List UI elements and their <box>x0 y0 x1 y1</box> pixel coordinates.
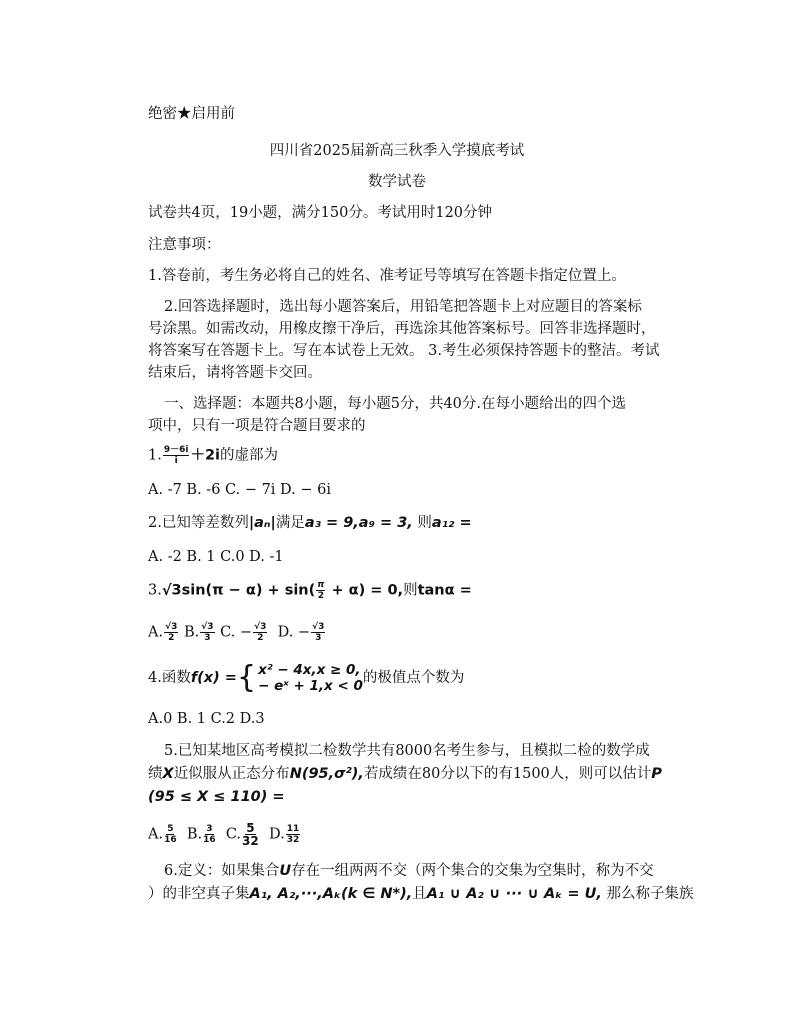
question-3-options: A. √ $\frac{3}{2}$ B. √ $\frac{3}{3}$ C. − √ $\frac{3}{2}$ D. − √ $\frac{3}{3}$ <box>148 622 326 643</box>
question-2-target: a₁₂ = <box>431 515 472 531</box>
section-1-line-1: 一、选择题：本题共8小题，每小题5分，共40分.在每小题给出的四个选 <box>164 396 627 412</box>
question-2-options: A. -2 B. 1 C.0 D. -1 <box>148 549 284 565</box>
question-2: 2.已知等差数列|aₙ|满足a₃ = 9,a₉ = 3, 则a₁₂ = <box>148 515 472 531</box>
exam-title: 四川省2025届新高三秋季入学摸底考试 <box>269 143 525 159</box>
question-5-options: A. $\frac{5}{16}$ B. $\frac{3}{16}$ C. $\frac{5}{32}$ D. $\frac{11}{32}$ <box>148 821 300 848</box>
notes-heading: 注意事项： <box>148 237 221 253</box>
option-c-fraction: $\frac{5}{32}$ <box>242 821 259 848</box>
question-6-line-2: ）的非空真子集A₁, A₂,···,Aₖ(k ∈ N*),且A₁ ∪ A₂ ∪ ··· ∪ Aₖ = U, 那么称子集族 <box>148 886 694 902</box>
question-1-options: A. -7 B. -6 C. − 7i D. − 6i <box>148 482 332 498</box>
question-1-number: 1. <box>148 447 162 464</box>
question-5-line-2: 绩X近似服从正态分布N(95,σ²),若成绩在80分以下的有1500人，则可以估计P <box>148 766 662 782</box>
question-2-sequence: |aₙ| <box>248 515 276 531</box>
option-b-fraction: √ $\frac{3}{3}$ <box>200 622 214 643</box>
question-4: 4.函数f(x) = { x² − 4x,x ≥ 0, − eˣ + 1,x < 0 的极值点个数为 <box>148 660 465 695</box>
confidential-label: 绝密★启用前 <box>148 106 235 122</box>
question-2-condition: a₃ = 9,a₉ = 3, <box>304 515 413 531</box>
section-1-line-2: 项中，只有一项是符合题目要求的 <box>148 418 366 434</box>
question-5-line-1: 5.已知某地区高考模拟二检数学共有8000名考生参与，且模拟二检的数学成 <box>164 743 650 759</box>
question-3: 3.√ 3sin(π − α) + sin( $\frac{\pi}{2}$ + α) = 0,则tanα = <box>148 580 472 601</box>
option-b-fraction: $\frac{3}{16}$ <box>203 824 216 845</box>
left-brace: { <box>236 660 257 695</box>
note-2-line-1: 2.回答选择题时，选出每小题答案后，用铅笔把答题卡上对应题目的答案标 <box>164 299 642 315</box>
question-3-target: tanα = <box>417 582 472 599</box>
note-2-line-3: 将答案写在答题卡上。写在本试卷上无效。 3.考生必须保持答题卡的整洁。考试 <box>148 343 660 359</box>
option-d-fraction: $\frac{11}{32}$ <box>286 824 300 845</box>
question-1-fraction: $\frac{9-6i}{i}$ <box>163 445 189 466</box>
option-d-fraction: √ $\frac{3}{3}$ <box>311 622 325 643</box>
note-1: 1.答卷前，考生务必将自己的姓名、准考证号等填写在答题卡指定位置上。 <box>148 268 626 284</box>
exam-info: 试卷共4页，19小题，满分150分。考试用时120分钟 <box>148 205 493 221</box>
question-4-cases: { x² − 4x,x ≥ 0, − eˣ + 1,x < 0 <box>236 660 363 695</box>
note-2-line-4: 结束后，请将答题卡交回。 <box>148 365 322 381</box>
note-2-line-2: 号涂黑。如需改动，用橡皮擦干净后，再选涂其他答案标号。回答非选择题时， <box>148 321 656 337</box>
option-a-fraction: $\frac{5}{16}$ <box>164 824 177 845</box>
question-6-line-1: 6.定义：如果集合U存在一组两两不交（两个集合的交集为空集时，称为不交 <box>164 863 654 879</box>
question-4-function: f(x) = <box>190 670 237 686</box>
question-1 <box>148 445 278 466</box>
option-c-fraction: √ $\frac{3}{2}$ <box>253 622 267 643</box>
question-3-fraction: $\frac{\pi}{2}$ <box>317 580 325 601</box>
question-1-text: 的虚部为 <box>220 447 279 464</box>
question-5-line-3: (95 ≤ X ≤ 110) = <box>148 789 285 805</box>
question-1-expr: ＋2i <box>190 447 221 464</box>
option-a-fraction: √ $\frac{3}{2}$ <box>164 622 178 643</box>
question-4-options: A.0 B. 1 C.2 D.3 <box>148 711 265 727</box>
exam-subject: 数学试卷 <box>368 174 426 190</box>
question-3-sqrt <box>162 583 172 599</box>
